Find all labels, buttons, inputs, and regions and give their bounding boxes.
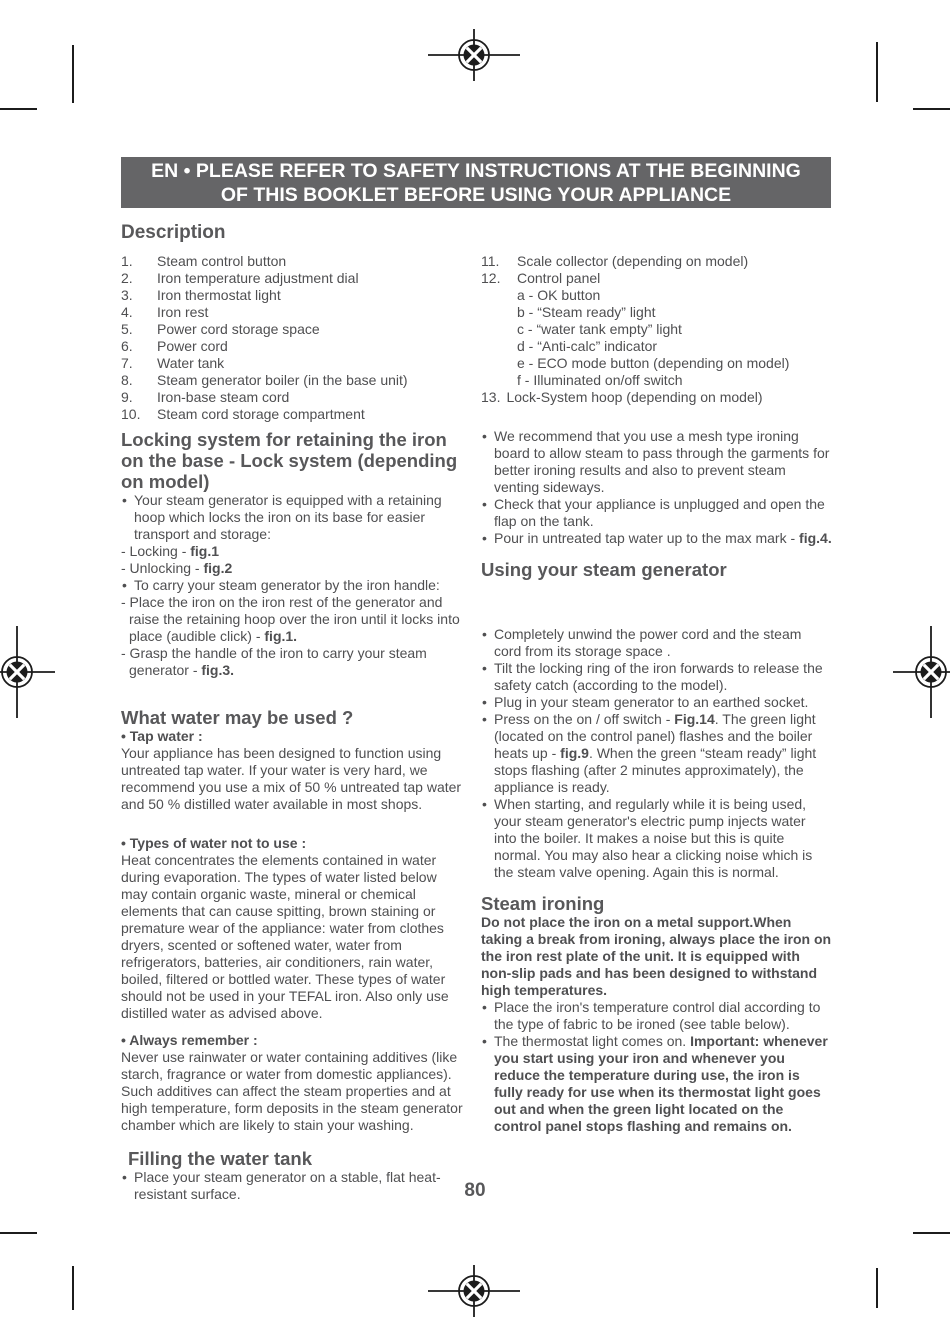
figure-reference: fig.1: [190, 543, 220, 559]
using-bullet-text: When starting, and regularly while it is being used, your steam generator's electric pump injects water into the boiler. It makes a noise but this is quite normal. You may also hear a clicking noise which is the steam valve opening. Again this is normal.: [494, 796, 813, 880]
list-item-number: 13.: [481, 389, 501, 405]
figure-reference: Fig.14: [674, 711, 715, 727]
list-item: [481, 253, 832, 270]
filling-bullet: [481, 428, 832, 496]
right-column: [481, 253, 832, 1135]
using-bullet-text: Press on the on / off switch -: [494, 711, 675, 727]
using-bullet: [481, 694, 832, 711]
steam-bullet: [481, 999, 832, 1033]
list-item: [481, 389, 832, 406]
using-bullet-text: . When the green “steam ready” light stops flashing (after 2 minutes approximately), the appliance is ready.: [494, 745, 817, 795]
list-item: [481, 270, 832, 287]
list-item: [121, 287, 466, 304]
list-item: [121, 338, 466, 355]
using-bullet-text: Completely unwind the power cord and the steam cord from its storage space .: [494, 626, 802, 659]
list-item-number: 7.: [121, 355, 133, 371]
tap-water-text: Your appliance has been designed to function using untreated tap water. If your water is very hard, we recommend you use a mix of 50 % untreated tap water and 50 % distilled water available in most shops.: [121, 745, 462, 812]
crop-mark: [0, 1232, 37, 1234]
figure-reference: fig.1.: [264, 628, 298, 644]
registration-mark-icon: [885, 626, 950, 718]
control-panel-subitem: f - Illuminated on/off switch: [517, 372, 683, 388]
list-item-text: Iron temperature adjustment dial: [157, 270, 359, 286]
lock-dash-line: [121, 543, 466, 560]
page-number: 80: [464, 1180, 486, 1201]
lock-bullet-text: To carry your steam generator by the iron handle:: [134, 577, 440, 593]
description-title: Description: [121, 222, 226, 243]
dash-text: - Place the iron on the iron rest of the generator and raise the retaining hoop over the iron until it locks into place (audible click) -: [121, 594, 460, 644]
list-item: [121, 304, 466, 321]
control-panel-subitem: d - “Anti-calc” indicator: [517, 338, 658, 354]
important-note: Important: whenever you start using your iron and whenever you reduce the temperature during use, the iron is fully ready for use when its thermostat light goes out and when the green light located on the control panel stops flashing and remains on.: [494, 1033, 828, 1134]
list-item-number: 5.: [121, 321, 133, 337]
figure-reference: fig.2: [203, 560, 233, 576]
list-item-number: 2.: [121, 270, 133, 286]
tap-water-label: • Tap water :: [121, 728, 203, 744]
list-item: [121, 406, 466, 423]
using-bullet-text: . The green light (located on the control panel) flashes and the boiler heats up -: [494, 711, 816, 761]
list-item: [121, 253, 466, 270]
filling-bullets-right: [481, 428, 832, 547]
list-item: [121, 389, 466, 406]
list-item: [121, 355, 466, 372]
filling-bullet-text: Check that your appliance is unplugged and open the flap on the tank.: [494, 496, 825, 529]
using-bullets: [481, 626, 832, 881]
filling-bullet: [481, 530, 832, 547]
control-panel-subitem: b - “Steam ready” light: [517, 304, 656, 320]
steam-section-title: Steam ironing: [481, 893, 605, 914]
remember-text: Never use rainwater or water containing additives (like starch, fragrance or water from domestic appliances). Such additives can affect the steam properties and at high temperature, form deposits in the steam generator chamber which are likely to stain your washing.: [121, 1049, 463, 1133]
list-item-text: Iron-base steam cord: [157, 389, 290, 405]
list-item-number: 4.: [121, 304, 133, 320]
description-list-right: [481, 253, 832, 406]
list-item-number: 11.: [481, 253, 500, 269]
list-item-text: Control panel: [517, 270, 601, 286]
types-water-text: Heat concentrates the elements contained in water during evaporation. The types of water listed below may contain organic waste, mineral or chemical elements that can cause spitting, brown staining or premature wear of the appliance: water from clothes dryers, scented or softened water, water from refrigerators, batteries, air conditioners, rain water, boiled, filtered or bottled water. These types of water should not be used in your TEFAL iron. Also only use distilled water as advised above.: [121, 852, 449, 1021]
list-item-number: 12.: [481, 270, 501, 286]
filling-bullet-text: We recommend that you use a mesh type ironing board to allow steam to pass through the garments for better ironing results and also to prevent steam venting sideways.: [494, 428, 830, 495]
using-bullet-text: Plug in your steam generator to an earthed socket.: [494, 694, 809, 710]
list-item-text: Iron rest: [157, 304, 209, 320]
remember-label: • Always remember :: [121, 1032, 258, 1048]
list-item-text: Lock-System hoop (depending on model): [506, 389, 763, 405]
steam-bullet-text: The thermostat light comes on.: [494, 1033, 691, 1049]
crop-mark: [72, 45, 74, 103]
lock-dash-line: [121, 560, 466, 577]
illustration-gap: [481, 580, 832, 626]
figure-reference: fig.3.: [201, 662, 235, 678]
dash-text: - Unlocking -: [121, 560, 204, 576]
crop-mark: [876, 1268, 878, 1308]
control-panel-subitem: a - OK button: [517, 287, 601, 303]
safety-banner: [121, 157, 831, 208]
crop-mark: [913, 1232, 950, 1234]
control-panel-subitem: c - “water tank empty” light: [517, 321, 682, 337]
lock-bullet: [121, 492, 466, 543]
dash-text: - Locking -: [121, 543, 191, 559]
list-item-number: 10.: [121, 406, 141, 422]
list-item-text: Steam generator boiler (in the base unit): [157, 372, 408, 388]
list-item-text: Steam control button: [157, 253, 287, 269]
list-item-text: Iron thermostat light: [157, 287, 281, 303]
crop-mark: [0, 108, 37, 110]
steam-bullet-text: Place the iron's temperature control dial according to the type of fabric to be ironed (see table below).: [494, 999, 821, 1032]
figure-reference: fig.9: [560, 745, 589, 761]
lock-dash-line: [121, 645, 466, 679]
description-list-left: [121, 253, 466, 423]
types-water-label: • Types of water not to use :: [121, 835, 307, 851]
using-bullet: [481, 796, 832, 881]
using-bullet: [481, 711, 832, 796]
filling-bullet: [481, 496, 832, 530]
control-panel-subitem: e - ECO mode button (depending on model): [517, 355, 790, 371]
left-column: [121, 222, 466, 1203]
registration-mark-icon: [428, 1245, 520, 1337]
steam-warning-text: Do not place the iron on a metal support.When taking a break from ironing, always place the iron on the iron rest plate of the unit. It is equipped with non-slip pads and has been designed to withstand high temperatures.: [481, 914, 832, 998]
crop-mark: [876, 42, 878, 102]
list-item-number: 3.: [121, 287, 133, 303]
list-item-text: Power cord storage space: [157, 321, 320, 337]
list-item-text: Water tank: [157, 355, 225, 371]
list-item-number: 8.: [121, 372, 133, 388]
using-bullet: [481, 626, 832, 660]
registration-mark-icon: [0, 626, 63, 718]
list-item-number: 9.: [121, 389, 133, 405]
filling-bullet-text: Pour in untreated tap water up to the max mark -: [494, 530, 800, 546]
list-item: [121, 270, 466, 287]
safety-banner-line2: OF THIS BOOKLET BEFORE USING YOUR APPLIANCE: [220, 183, 732, 206]
filling-section-title: Filling the water tank: [128, 1148, 312, 1169]
list-item-text: Scale collector (depending on model): [517, 253, 749, 269]
list-item-number: 6.: [121, 338, 133, 354]
list-item: [121, 372, 466, 389]
water-section-title: What water may be used ?: [121, 707, 354, 728]
crop-mark: [913, 108, 950, 110]
using-section-title: Using your steam generator: [481, 559, 727, 580]
lock-dash-line: [121, 594, 466, 645]
filling-bullet-text: Place your steam generator on a stable, flat heat-resistant surface.: [134, 1169, 441, 1202]
list-item: [121, 321, 466, 338]
figure-reference: fig.4.: [799, 530, 832, 546]
registration-mark-icon: [428, 9, 520, 101]
using-bullet: [481, 660, 832, 694]
using-bullet-text: Tilt the locking ring of the iron forwards to release the safety catch (according to the model).: [494, 660, 823, 693]
steam-bullet: [481, 1033, 832, 1135]
safety-banner-line1: EN • PLEASE REFER TO SAFETY INSTRUCTIONS AT THE BEGINNING: [151, 159, 801, 182]
list-item-text: Steam cord storage compartment: [157, 406, 365, 422]
dash-text: - Grasp the handle of the iron to carry your steam generator -: [121, 645, 427, 678]
lock-bullet: [121, 577, 466, 594]
list-item-text: Power cord: [157, 338, 228, 354]
list-item-number: 1.: [121, 253, 133, 269]
lock-section-title: Locking system for retaining the iron on the base - Lock system (depending on model): [121, 429, 458, 492]
lock-bullet-text: Your steam generator is equipped with a retaining hoop which locks the iron on its base for easier transport and storage:: [134, 492, 442, 542]
crop-mark: [72, 1266, 74, 1310]
